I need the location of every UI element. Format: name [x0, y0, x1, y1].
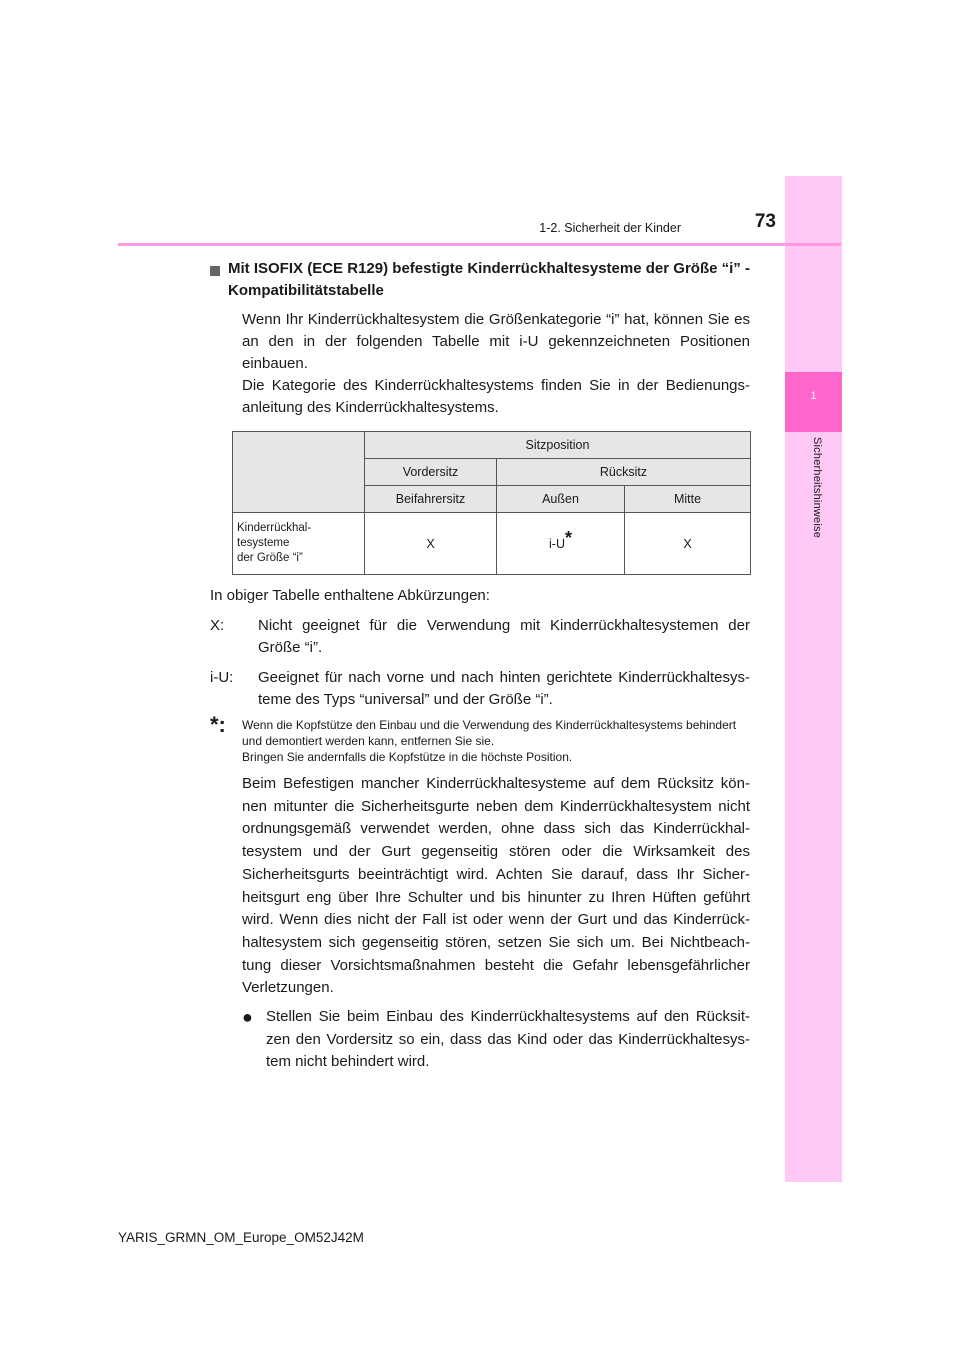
page-content	[210, 258, 750, 1074]
intro-paragraph-2: Die Kategorie des Kinderrückhaltesystems finden Sie in der Bedienungs-anleitung des Kinderrückhaltesystems.	[242, 377, 750, 416]
intro-paragraph: Wenn Ihr Kinderrückhaltesystem die Größenkategorie “i” hat, können Sie es an den in der folgenden Tabelle mit i-U gekennzeichneten Positionen einbauen.	[242, 311, 750, 372]
bullet-icon: ●	[242, 1007, 253, 1028]
page-number: 73	[754, 211, 776, 232]
square-bullet-icon	[210, 258, 224, 302]
header-passenger-seat: Beifahrersitz	[365, 486, 497, 513]
definition-item: i-U: Geeignet für nach vorne und nach hinten gerichtete Kinderrückhaltesys-teme des Typs “universal” und der Größe “i”.	[210, 669, 750, 708]
side-tab-band	[785, 176, 842, 1182]
cell-outer: i-U*	[497, 513, 625, 575]
header-front-seat: Vordersitz	[365, 459, 497, 486]
row-label: Kinderrückhal- tesysteme der Größe “i”	[233, 513, 365, 575]
chapter-number: 1	[810, 390, 817, 402]
warning-paragraph: Beim Befestigen mancher Kinderrückhaltesysteme auf dem Rücksitz kön-nen mitunter die Sicherheitsgurte neben dem Kinderrückhaltesystem nicht ordnungsgemäß verwendet werden, ohne dass sich das Kinderrückhal-tesystem und der Gurt gegenseitig stören oder die Wirksamkeit des Sicherheitsgurts beeinträchtigt wird. Achten Sie darauf, dass Ihr Sicher-heitsgurt eng über Ihre Schulter und bis hinunter zu Ihren Hüften geführt wird. Wenn dies nicht der Fall ist oder wenn der Gurt und das Kinderrück-haltesystem sich gegenseitig stören, setzen Sie sich um. Bei Nichtbeach-tung dieser Vorsichtsmaßnahmen besteht die Gefahr lebensgefährlicher Verletzungen.	[242, 775, 750, 997]
bullet-text: Stellen Sie beim Einbau des Kinderrückhaltesystems auf den Rücksit-zen den Vordersitz so ein, dass das Kind oder das Kinderrückhaltesys-tem nicht behindert wird.	[266, 1008, 750, 1071]
definition-item: X: Nicht geeignet für die Verwendung mit Kinderrückhaltesystemen der Größe “i”.	[210, 617, 750, 656]
chapter-label: Sicherheitshinweise	[811, 437, 823, 539]
footnote-text: Wenn die Kopfstütze den Einbau und die Verwendung des Kinderrückhaltesystems behindert und demontiert werden kann, entfernen Sie sie. Bringen Sie andernfalls die Kopfstütze in die höchste Position.	[242, 718, 737, 764]
footnote-mark: *:	[210, 712, 226, 737]
abbreviations-intro: In obiger Tabelle enthaltene Abkürzungen:	[210, 587, 490, 604]
asterisk-mark: *	[564, 528, 572, 549]
cell-middle: X	[625, 513, 751, 575]
chapter-tab	[785, 372, 842, 432]
cell-passenger: X	[365, 513, 497, 575]
table-row	[233, 513, 751, 575]
list-item	[242, 1006, 750, 1074]
footnote	[210, 712, 750, 765]
footer-code: YARIS_GRMN_OM_Europe_OM52J42M	[118, 1230, 364, 1245]
header-seat-position: Sitzposition	[365, 432, 751, 459]
section-title: 1-2. Sicherheit der Kinder	[539, 221, 681, 235]
header-middle: Mitte	[625, 486, 751, 513]
compatibility-table	[232, 431, 751, 575]
section-heading	[210, 258, 750, 302]
table-corner	[233, 432, 365, 513]
heading-text: Mit ISOFIX (ECE R129) befestigte Kinderrückhaltesysteme der Größe “i” - Kompatibilitätstabelle	[228, 260, 750, 299]
header-outer: Außen	[497, 486, 625, 513]
header-rear-seat: Rücksitz	[497, 459, 751, 486]
header-rule	[118, 243, 841, 246]
